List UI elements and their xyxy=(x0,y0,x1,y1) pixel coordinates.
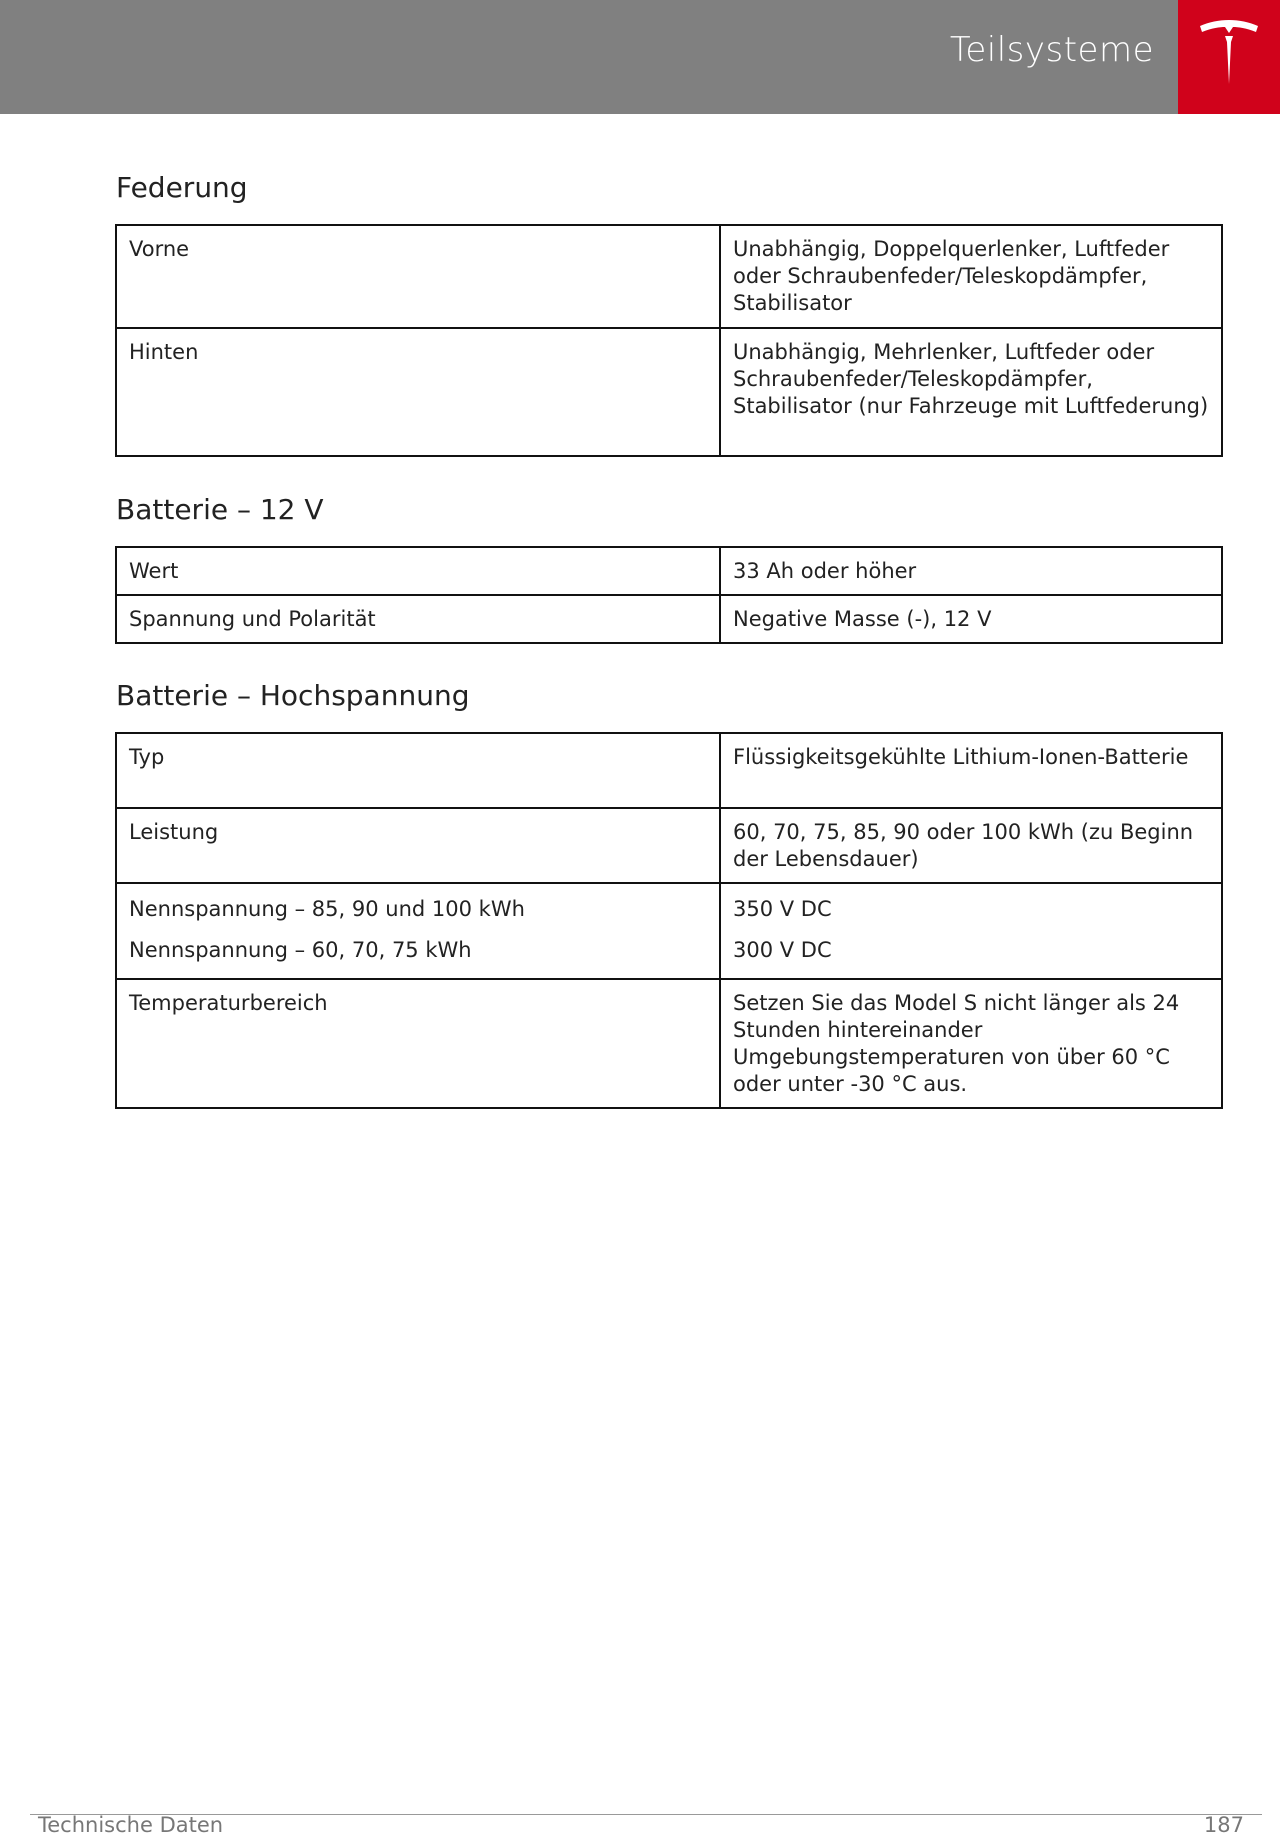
section-title-hochspannung: Batterie – Hochspannung xyxy=(116,679,470,712)
table-row xyxy=(116,328,1222,456)
page-number: 187 xyxy=(1203,1813,1244,1837)
table-row xyxy=(116,225,1222,328)
page-header-title: Teilsysteme xyxy=(949,30,1154,70)
section-title-batterie-12v: Batterie – 12 V xyxy=(116,493,324,526)
table-row xyxy=(116,808,1222,883)
table-row xyxy=(116,979,1222,1108)
row-value: 350 V DC xyxy=(733,897,832,921)
row-value: Negative Masse (-), 12 V xyxy=(720,595,1222,643)
brand-logo xyxy=(1178,0,1280,114)
row-label: Wert xyxy=(116,547,720,595)
row-value: 33 Ah oder höher xyxy=(720,547,1222,595)
table-row xyxy=(116,733,1222,808)
table-row xyxy=(116,883,1222,979)
table-row xyxy=(116,595,1222,643)
row-value: Unabhängig, Doppelquerlenker, Luftfeder oder Schraubenfeder/Teleskopdämpfer, Stabilisator xyxy=(720,225,1222,328)
row-label: Nennspannung – 60, 70, 75 kWh xyxy=(129,938,472,962)
footer-section-name: Technische Daten xyxy=(38,1813,224,1837)
row-value: Flüssigkeitsgekühlte Lithium-Ionen-Batterie xyxy=(720,733,1222,808)
row-value: Unabhängig, Mehrlenker, Luftfeder oder Schraubenfeder/Teleskopdämpfer, Stabilisator (nur Fahrzeuge mit Luftfederung) xyxy=(720,328,1222,456)
row-value: Setzen Sie das Model S nicht länger als 24 Stunden hintereinander Umgebungstemperaturen von über 60 °C oder unter -30 °C aus. xyxy=(720,979,1222,1108)
row-label: Leistung xyxy=(116,808,720,883)
row-label: Hinten xyxy=(116,328,720,456)
table-row xyxy=(116,547,1222,595)
tesla-logo-icon xyxy=(1198,18,1260,88)
hochspannung-table xyxy=(115,732,1223,1109)
header-bar xyxy=(0,0,1178,114)
row-value: 60, 70, 75, 85, 90 oder 100 kWh (zu Beginn der Lebensdauer) xyxy=(720,808,1222,883)
row-label: Vorne xyxy=(116,225,720,328)
row-label: Spannung und Polarität xyxy=(116,595,720,643)
row-label: Temperaturbereich xyxy=(116,979,720,1108)
row-label-group xyxy=(116,883,720,979)
row-value: 300 V DC xyxy=(733,938,832,962)
row-value-group xyxy=(720,883,1222,979)
row-label: Typ xyxy=(116,733,720,808)
federung-table xyxy=(115,224,1223,457)
row-label: Nennspannung – 85, 90 und 100 kWh xyxy=(129,897,525,921)
section-title-federung: Federung xyxy=(116,171,248,204)
batterie-12v-table xyxy=(115,546,1223,644)
